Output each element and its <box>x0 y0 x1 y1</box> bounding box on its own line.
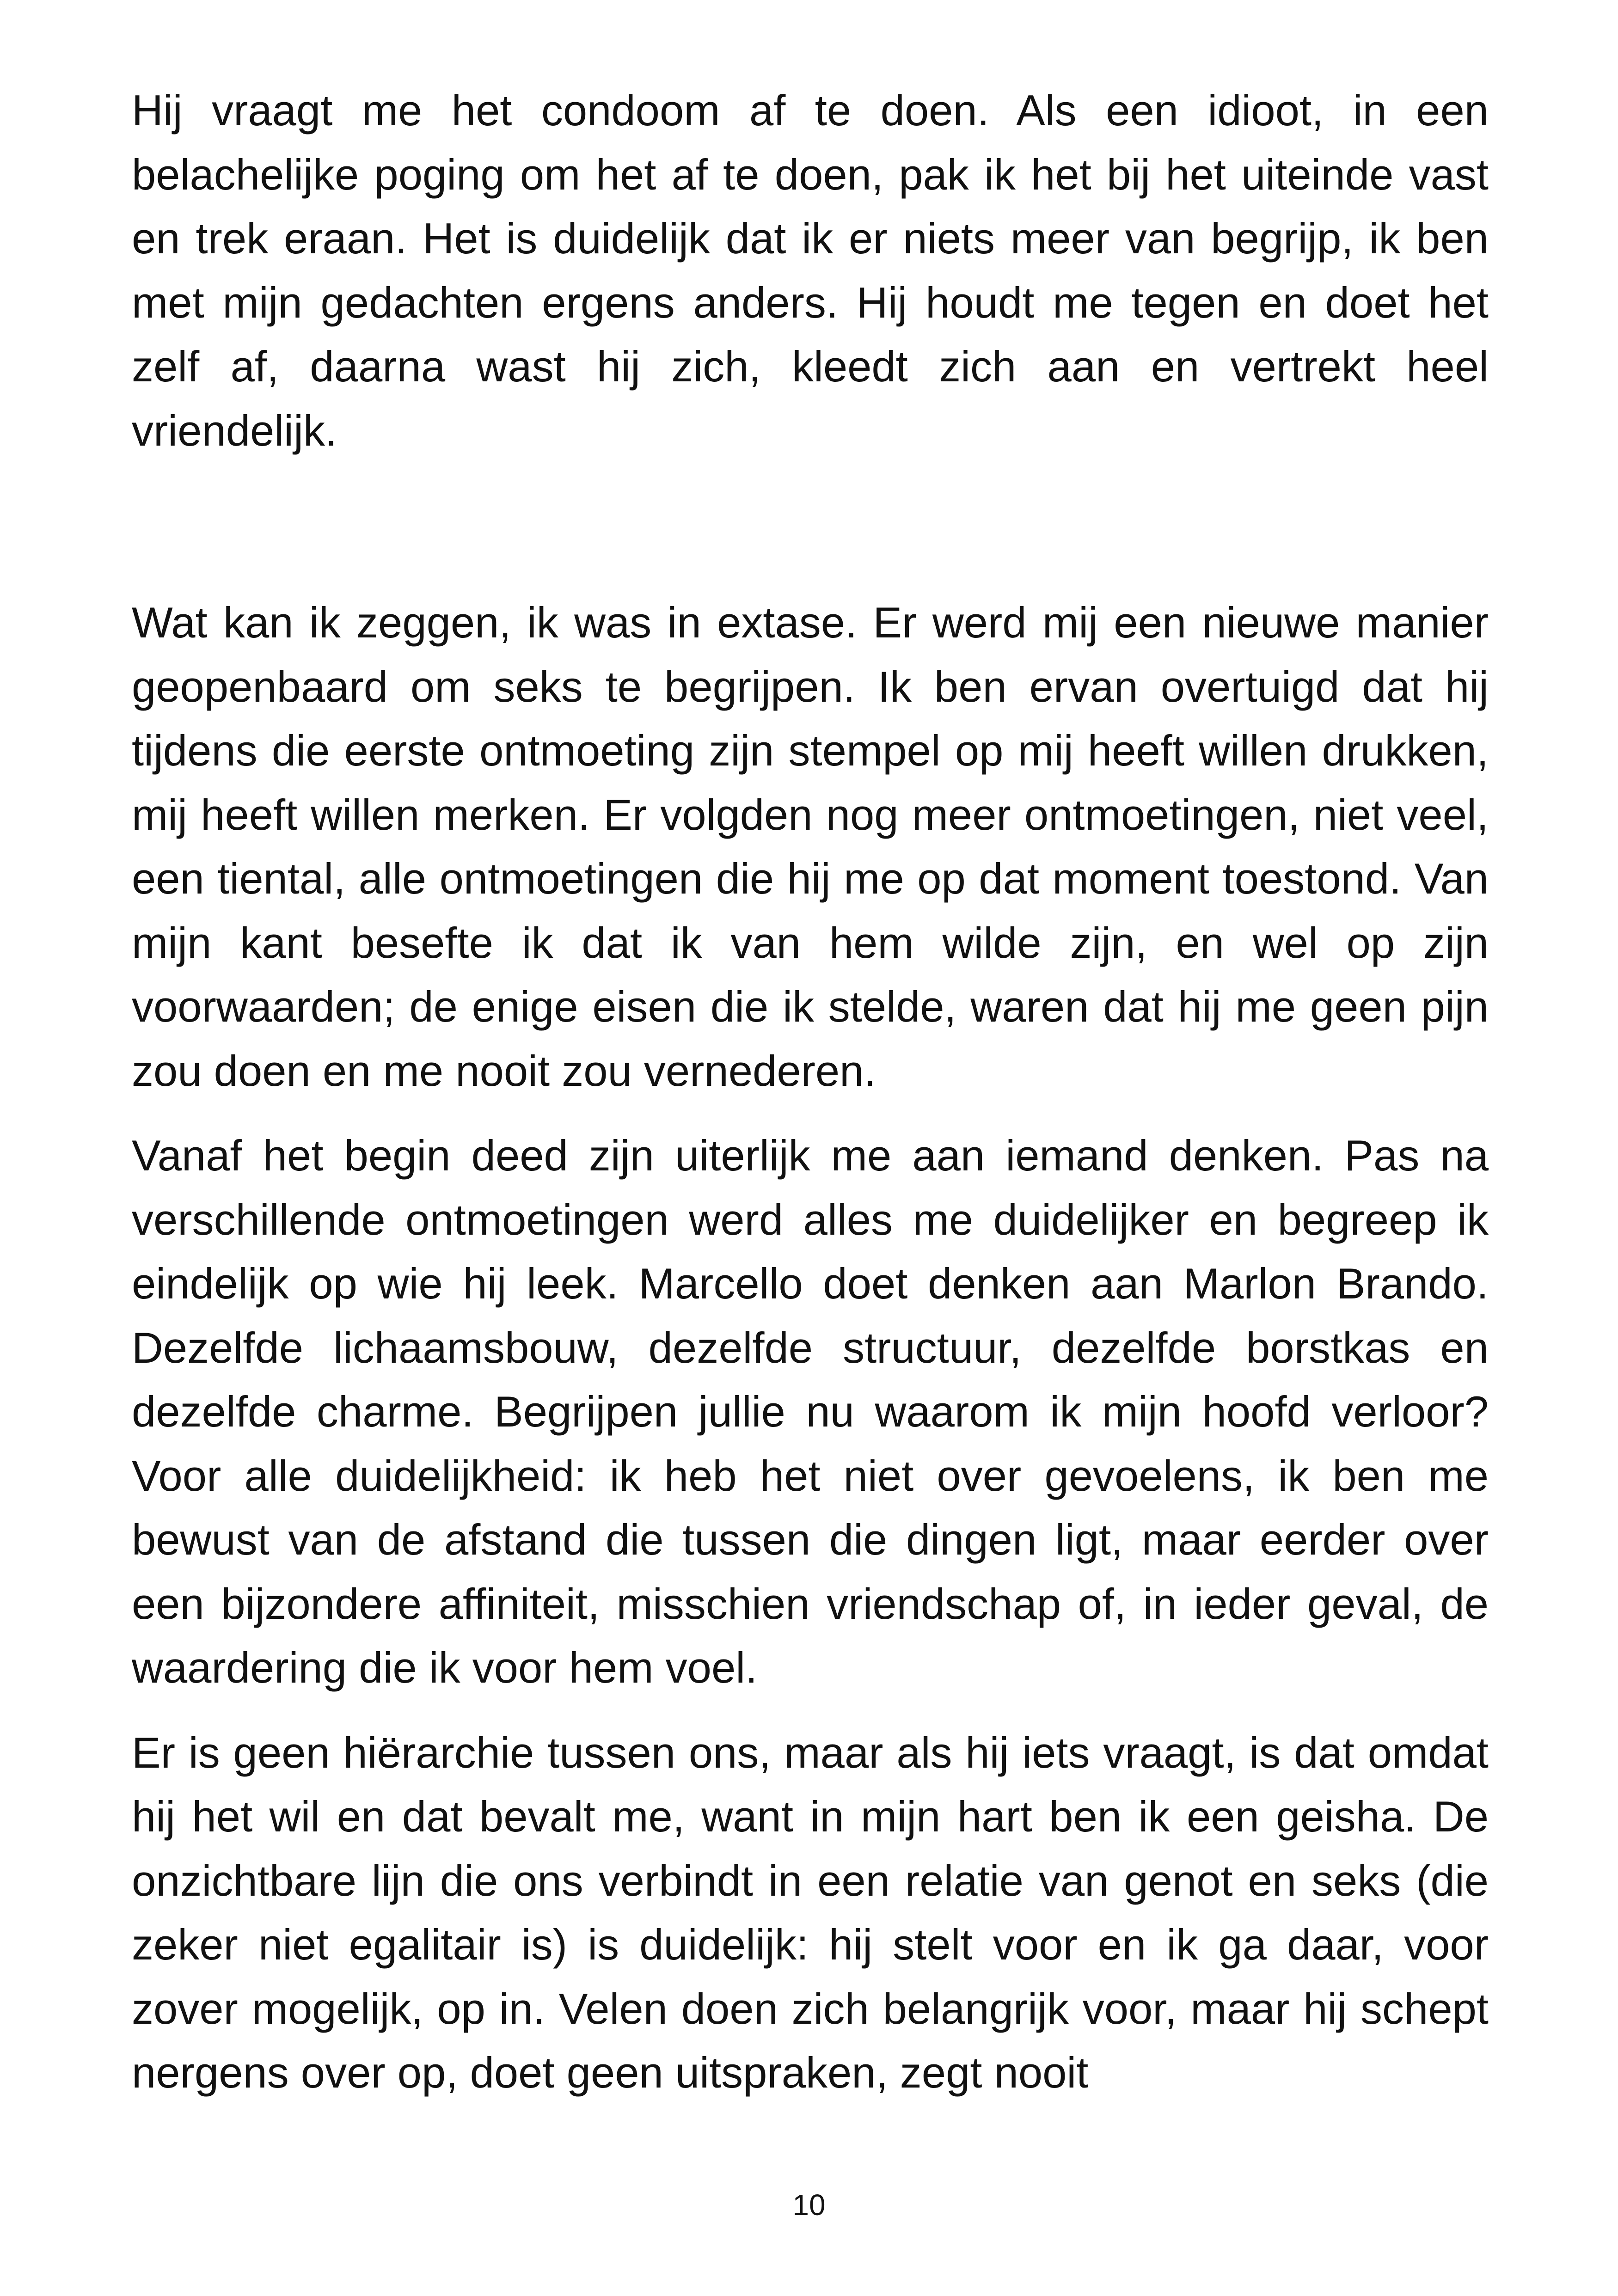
paragraph-1: Hij vraagt me het condoom af te doen. Als een idioot, in een belachelijke poging om het af te doen, pak ik het bij het uiteinde vast en trek eraan. Het is duidelijk dat ik er niets meer van begrijp, ik ben met mijn gedachten ergens anders. Hij houdt me tegen en doet het zelf af, daarna wast hij zich, kleedt zich aan en vertrekt heel vriendelijk. <box>132 86 1489 455</box>
body-text <box>132 79 1489 2105</box>
page-number: 10 <box>792 2188 826 2222</box>
paragraph-2: Wat kan ik zeggen, ik was in extase. Er werd mij een nieuwe manier geopenbaard om seks te begrijpen. Ik ben ervan overtuigd dat hij tijdens die eerste ontmoeting zijn stempel op mij heeft willen drukken, mij heeft willen merken. Er volgden nog meer ontmoetingen, niet veel, een tiental, alle ontmoetingen die hij me op dat moment toestond. Van mijn kant besefte ik dat ik van hem wilde zijn, en wel op zijn voorwaarden; de enige eisen die ik stelde, waren dat hij me geen pijn zou doen en me nooit zou vernederen. <box>132 598 1489 1095</box>
paragraph-3: Vanaf het begin deed zijn uiterlijk me aan iemand denken. Pas na verschillende ontmoetingen werd alles me duidelijker en begreep ik eindelijk op wie hij leek. Marcello doet denken aan Marlon Brando. Dezelfde lichaamsbouw, dezelfde structuur, dezelfde borstkas en dezelfde charme. Begrijpen jullie nu waarom ik mijn hoofd verloor? Voor alle duidelijkheid: ik heb het niet over gevoelens, ik ben me bewust van de afstand die tussen die dingen ligt, maar eerder over een bijzondere affiniteit, misschien vriendschap of, in ieder geval, de waardering die ik voor hem voel. <box>132 1131 1489 1692</box>
paragraph-4: Er is geen hiërarchie tussen ons, maar als hij iets vraagt, is dat omdat hij het wil en dat bevalt me, want in mijn hart ben ik een geisha. De onzichtbare lijn die ons verbindt in een relatie van genot en seks (die zeker niet egalitair is) is duidelijk: hij stelt voor en ik ga daar, voor zover mogelijk, op in. Velen doen zich belangrijk voor, maar hij schept nergens over op, doet geen uitspraken, zegt nooit <box>132 1728 1489 2097</box>
